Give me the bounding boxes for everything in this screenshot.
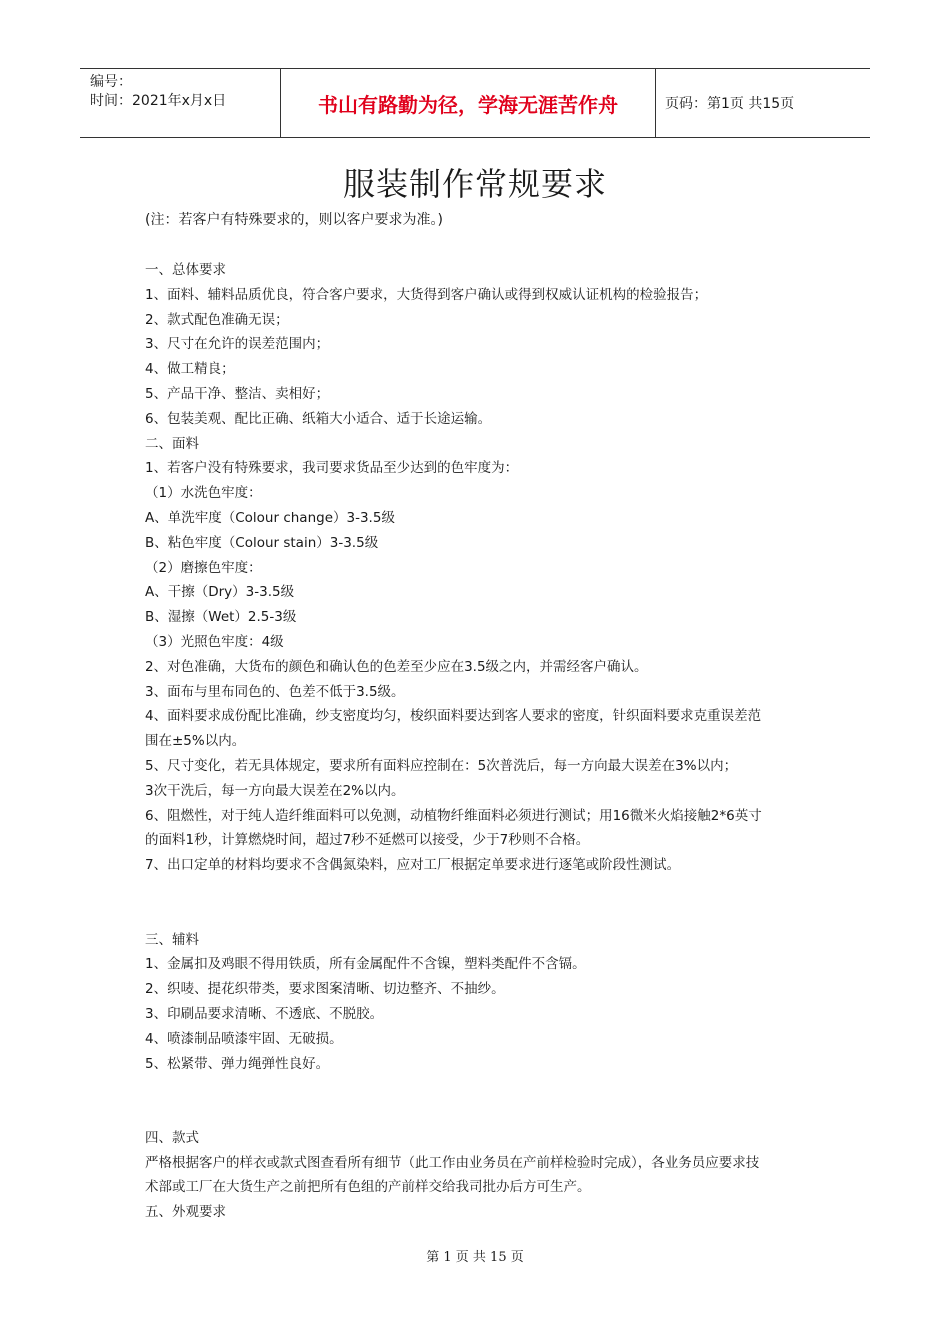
date-label: 时间：2021年x月x日 [90, 93, 227, 109]
body-line: 4、面料要求成份配比准确，纱支密度均匀，梭织面料要达到客人要求的密度，针织面料要求克重误差范 [145, 708, 762, 725]
body-line: 6、阻燃性，对于纯人造纤维面料可以免测，动植物纤维面料必须进行测试；用16微米火焰接触2*6英寸 [145, 807, 762, 824]
body-line: （3）光照色牢度：4级 [145, 633, 284, 650]
motto: 书山有路勤为径，学海无涯苦作舟 [280, 69, 656, 137]
body-line: B、粘色牢度（Colour stain）3-3.5级 [145, 534, 379, 551]
body-line: 7、出口定单的材料均要求不含偶氮染料，应对工厂根据定单要求进行逐笔或阶段性测试。 [145, 857, 681, 874]
body-line: 5、松紧带、弹力绳弹性良好。 [145, 1055, 330, 1072]
body-line: 4、做工精良； [145, 361, 235, 378]
body-line: 3、尺寸在允许的误差范围内； [145, 336, 330, 353]
body-line: A、干擦（Dry）3-3.5级 [145, 584, 295, 601]
blank-line [145, 903, 810, 928]
body-line: 4、喷漆制品喷漆牢固、无破损。 [145, 1030, 343, 1047]
body-line: 1、面料、辅料品质优良，符合客户要求，大货得到客户确认或得到权威认证机构的检验报告； [145, 286, 708, 303]
body-line: 四、款式 [145, 1129, 199, 1146]
body-line: 三、辅料 [145, 931, 199, 948]
body-line: 的面料1秒，计算燃烧时间，超过7秒不延燃可以接受，少于7秒则不合格。 [145, 832, 590, 849]
body-text [145, 258, 810, 1225]
body-line: 5、尺寸变化，若无具体规定，要求所有面料应控制在：5次普洗后，每一方向最大误差在3%以内； [145, 757, 738, 774]
body-line: 严格根据客户的样衣或款式图查看所有细节（此工作由业务员在产前样检验时完成），各业务员应要求技 [145, 1154, 760, 1171]
page-info: 页码：第1页 共15页 [665, 96, 795, 112]
blank-line [145, 1101, 810, 1126]
body-line: B、湿擦（Wet）2.5-3级 [145, 609, 297, 626]
header-left-cell [80, 69, 280, 137]
blank-line [145, 878, 810, 903]
body-line: 术部或工厂在大货生产之前把所有色组的产前样交给我司批办后方可生产。 [145, 1179, 591, 1196]
body-line: 1、若客户没有特殊要求，我司要求货品至少达到的色牢度为： [145, 460, 519, 477]
body-line: （1）水洗色牢度： [145, 485, 262, 502]
note: (注：若客户有特殊要求的，则以客户要求为准。) [145, 212, 443, 228]
header-table [80, 68, 870, 138]
body-line: 五、外观要求 [145, 1204, 226, 1221]
body-line: 3、印刷品要求清晰、不透底、不脱胶。 [145, 1005, 384, 1022]
number-label: 编号： [90, 74, 132, 90]
body-line: 1、金属扣及鸡眼不得用铁质，所有金属配件不含镍，塑料类配件不含镉。 [145, 956, 586, 973]
body-line: 5、产品干净、整洁、卖相好； [145, 385, 330, 402]
body-line: 一、总体要求 [145, 262, 226, 278]
body-line: （2）磨擦色牢度： [145, 559, 262, 576]
body-line: 6、包装美观、配比正确、纸箱大小适合、适于长途运输。 [145, 410, 492, 427]
body-line: 二、面料 [145, 435, 199, 452]
body-line: 3次干洗后，每一方向最大误差在2%以内。 [145, 782, 405, 799]
body-line: 2、织唛、提花织带类，要求图案清晰、切边整齐、不抽纱。 [145, 981, 505, 998]
body-line: 3、面布与里布同色的、色差不低于3.5级。 [145, 683, 405, 700]
body-line: 围在±5%以内。 [145, 733, 246, 750]
blank-line [145, 1076, 810, 1101]
body-line: 2、款式配色准确无误； [145, 311, 289, 328]
body-line: 2、对色准确，大货布的颜色和确认色的色差至少应在3.5级之内，并需经客户确认。 [145, 658, 648, 675]
body-line: A、单洗牢度（Colour change）3-3.5级 [145, 509, 395, 526]
page-footer: 第 1 页 共 15 页 [426, 1250, 524, 1265]
page-title: 服装制作常规要求 [342, 165, 607, 203]
